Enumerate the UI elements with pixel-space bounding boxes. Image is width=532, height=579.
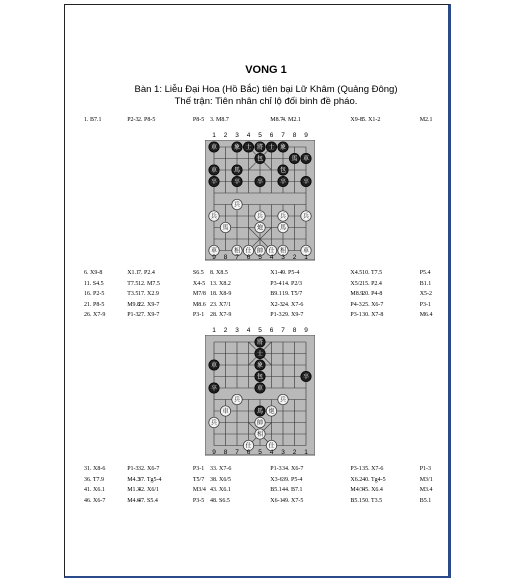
red-piece <box>255 222 265 232</box>
move-red: 11. S4.5 <box>84 280 104 287</box>
file-number: 4 <box>246 327 251 334</box>
black-piece <box>289 153 299 163</box>
move-row <box>84 117 460 127</box>
file-number: 7 <box>235 254 239 261</box>
black-piece <box>255 337 265 347</box>
black-piece <box>209 142 219 152</box>
svg-text:帥: 帥 <box>256 419 264 427</box>
svg-text:兵: 兵 <box>233 396 241 404</box>
black-piece <box>255 383 265 393</box>
svg-text:車: 車 <box>256 385 264 393</box>
black-piece <box>232 165 242 175</box>
move-red: 28. X7-9 <box>210 312 232 318</box>
svg-text:車: 車 <box>210 362 218 370</box>
move-red: 9. P5-4 <box>282 270 300 276</box>
move-red: 1. B7.1 <box>84 117 102 123</box>
svg-text:象: 象 <box>256 362 264 370</box>
svg-text:卒: 卒 <box>210 385 218 393</box>
move-black: P3-4 <box>270 280 282 287</box>
file-number: 6 <box>269 132 274 139</box>
svg-text:仕: 仕 <box>268 442 275 450</box>
move-black: M9.8 <box>127 301 141 308</box>
board-1-svg <box>205 140 315 270</box>
move-black: B5.1 <box>419 497 432 504</box>
red-piece <box>232 394 242 404</box>
move-red: 27. X9-7 <box>138 312 160 318</box>
move-black: T3.5 <box>127 291 139 297</box>
black-piece <box>255 406 265 416</box>
svg-text:車: 車 <box>222 408 229 416</box>
move-black: P1-3 <box>270 466 282 472</box>
black-piece <box>301 371 311 381</box>
move-black: T7.5 <box>127 280 139 287</box>
move-black: B5.1 <box>270 487 282 493</box>
move-black: X4-5 <box>192 280 206 287</box>
file-number: 5 <box>258 132 262 139</box>
black-piece <box>209 383 219 393</box>
move-red: 40. Tg4-5 <box>362 476 386 483</box>
move-row <box>84 477 460 487</box>
move-black: P1-3 <box>270 312 282 318</box>
file-number: 9 <box>304 327 308 334</box>
move-black: M2.1 <box>419 117 433 123</box>
move-black: P3-1 <box>419 301 432 308</box>
svg-text:車: 車 <box>302 155 310 163</box>
move-red: 2. P8-5 <box>138 117 156 123</box>
black-piece <box>255 360 265 370</box>
move-red: 26. X7-9 <box>84 312 106 318</box>
file-number: 2 <box>292 254 297 261</box>
move-black: S6.5 <box>192 270 204 276</box>
svg-text:士: 士 <box>268 144 275 152</box>
red-piece <box>266 406 276 416</box>
black-piece <box>255 176 265 186</box>
move-black: P1-3 <box>127 312 139 318</box>
move-black: M3.4 <box>419 487 433 493</box>
move-black: X6.2 <box>350 476 363 483</box>
move-red: 3. M8.7 <box>210 117 229 123</box>
move-black: P1-3 <box>419 466 432 472</box>
black-piece <box>209 360 219 370</box>
red-piece <box>278 222 288 232</box>
move-red: 35. X7-6 <box>362 466 384 472</box>
svg-text:卒: 卒 <box>279 178 287 186</box>
black-piece <box>255 348 265 358</box>
svg-text:車: 車 <box>210 247 218 255</box>
svg-text:仕: 仕 <box>245 442 252 450</box>
move-red: 49. X7-5 <box>282 497 304 504</box>
move-red: 31. X8-6 <box>84 466 106 472</box>
move-red: 15. P2.4 <box>362 280 382 287</box>
move-red: 18. X8-9 <box>210 291 232 297</box>
move-red: 5. X1-2 <box>362 117 381 123</box>
file-number: 1 <box>304 254 308 261</box>
file-number: 9 <box>212 449 216 456</box>
svg-text:包: 包 <box>279 167 287 175</box>
opening-name: Thế trận: Tiên nhân chỉ lộ đối binh đề pháo. <box>174 96 358 107</box>
move-row <box>84 270 460 280</box>
move-red: 6. X9-8 <box>84 270 103 276</box>
svg-text:士: 士 <box>245 144 252 152</box>
svg-text:相: 相 <box>233 247 241 255</box>
file-number: 2 <box>223 132 228 139</box>
move-red: 4. M2.1 <box>282 117 301 123</box>
move-black: M6.4 <box>419 312 433 318</box>
svg-text:車: 車 <box>210 144 218 152</box>
move-red: 41. X6.1 <box>84 487 105 493</box>
file-number: 8 <box>292 132 297 139</box>
move-black: M4.3 <box>127 476 141 483</box>
svg-text:兵: 兵 <box>233 201 241 209</box>
svg-text:車: 車 <box>210 167 218 175</box>
file-number: 7 <box>235 449 239 456</box>
svg-text:馬: 馬 <box>279 224 287 232</box>
move-black: X9-8 <box>350 117 363 123</box>
move-red: 7. P2.4 <box>138 270 155 276</box>
move-row <box>84 291 460 301</box>
move-black: X1-4 <box>270 270 283 276</box>
svg-text:卒: 卒 <box>210 178 218 186</box>
file-number: 8 <box>223 254 228 261</box>
move-red: 16. P2-5 <box>84 291 105 297</box>
move-black: P4-3 <box>350 301 362 308</box>
move-red: 38. X6/5 <box>210 476 231 483</box>
black-piece <box>301 176 311 186</box>
svg-text:兵: 兵 <box>279 396 287 404</box>
svg-text:兵: 兵 <box>210 419 218 427</box>
move-red: 34. X6-7 <box>282 466 304 472</box>
move-red: 8. X8.5 <box>210 270 228 276</box>
svg-text:馬: 馬 <box>222 224 229 232</box>
move-red: 24. X7-6 <box>282 301 304 308</box>
move-black: M8.7 <box>270 117 284 123</box>
black-piece <box>243 142 253 152</box>
red-piece <box>209 417 219 427</box>
black-piece <box>266 142 276 152</box>
svg-text:兵: 兵 <box>302 213 310 221</box>
file-number: 1 <box>304 449 308 456</box>
svg-text:將: 將 <box>256 339 264 347</box>
move-black: M4.6 <box>127 497 141 504</box>
file-number: 6 <box>246 254 251 261</box>
svg-text:馬: 馬 <box>233 167 241 175</box>
move-red: 45. X6.4 <box>362 487 383 493</box>
svg-text:包: 包 <box>256 155 264 163</box>
board-2-svg <box>205 335 315 465</box>
black-piece <box>278 176 288 186</box>
file-number: 1 <box>212 132 216 139</box>
move-black: P2-3 <box>127 117 139 123</box>
svg-text:仕: 仕 <box>245 247 252 255</box>
svg-text:兵: 兵 <box>279 213 287 221</box>
move-black: P3-1 <box>350 466 362 472</box>
move-row <box>84 487 460 497</box>
move-black: B9.1 <box>270 291 282 297</box>
file-number: 7 <box>281 327 285 334</box>
move-red: 46. X6-7 <box>84 497 106 504</box>
move-black: B1.1 <box>419 280 432 287</box>
red-piece <box>255 211 265 221</box>
move-black: B5.1 <box>350 497 362 504</box>
move-black: T5/7 <box>192 476 205 483</box>
move-black: M4/3 <box>350 487 364 493</box>
move-black: M3/1 <box>419 476 433 483</box>
file-number: 3 <box>235 327 239 334</box>
move-black: M8.9 <box>350 291 364 297</box>
svg-text:帥: 帥 <box>256 247 264 255</box>
svg-text:兵: 兵 <box>256 213 264 221</box>
red-piece <box>255 429 265 439</box>
move-red: 42. X6/1 <box>138 487 159 493</box>
move-red: 13. X8.2 <box>210 280 231 287</box>
file-number: 9 <box>212 254 216 261</box>
file-number: 3 <box>281 449 285 456</box>
red-piece <box>232 199 242 209</box>
svg-text:馬: 馬 <box>291 155 298 163</box>
move-row <box>84 498 460 508</box>
move-black: M1.3 <box>127 487 141 493</box>
move-row <box>84 281 460 291</box>
move-red: 32. X6-7 <box>138 466 160 472</box>
file-number: 6 <box>269 327 274 334</box>
move-black: P3-5 <box>192 497 205 504</box>
move-black: M8.6 <box>192 301 206 308</box>
move-black: P1-3 <box>127 466 139 472</box>
red-piece <box>255 417 265 427</box>
move-red: 36. T7.9 <box>84 476 105 483</box>
svg-text:相: 相 <box>256 431 264 439</box>
file-number: 3 <box>235 132 239 139</box>
red-piece <box>220 406 230 416</box>
move-black: X2-3 <box>270 301 283 308</box>
black-piece <box>209 176 219 186</box>
black-piece <box>278 142 288 152</box>
move-row <box>84 312 460 322</box>
move-black: X5-2 <box>419 291 433 297</box>
black-piece <box>255 142 265 152</box>
svg-text:卒: 卒 <box>302 373 310 381</box>
file-number: 9 <box>304 132 308 139</box>
file-number: 5 <box>258 327 262 334</box>
svg-text:兵: 兵 <box>210 213 218 221</box>
file-number: 8 <box>292 327 297 334</box>
svg-text:馬: 馬 <box>256 408 264 416</box>
move-red: 43. X6.1 <box>210 487 231 493</box>
black-piece <box>232 176 242 186</box>
move-red: 20. P4-8 <box>362 291 383 297</box>
svg-text:相: 相 <box>279 247 287 255</box>
black-piece <box>255 153 265 163</box>
svg-text:炮: 炮 <box>268 408 275 416</box>
move-red: 19. T5/7 <box>282 291 303 297</box>
red-piece <box>220 222 230 232</box>
svg-text:包: 包 <box>256 373 264 381</box>
move-row <box>84 302 460 312</box>
move-red: 44. B7.1 <box>282 487 303 493</box>
red-piece <box>278 394 288 404</box>
svg-text:仕: 仕 <box>268 247 275 255</box>
move-black: X3-6 <box>270 476 283 483</box>
move-black: X4.5 <box>350 270 363 276</box>
move-red: 23. X7/1 <box>210 301 231 308</box>
black-piece <box>278 165 288 175</box>
move-red: 22. X9-7 <box>138 301 160 308</box>
red-piece <box>278 211 288 221</box>
move-black: P5.4 <box>419 270 431 276</box>
file-number: 5 <box>258 449 262 456</box>
document-title: VONG 1 <box>245 64 287 76</box>
move-black: X5/2 <box>350 280 363 287</box>
svg-text:卒: 卒 <box>302 178 310 186</box>
move-red: 37. Tg5-4 <box>138 476 162 483</box>
black-piece <box>301 153 311 163</box>
svg-text:卒: 卒 <box>256 178 264 186</box>
svg-text:象: 象 <box>279 144 287 152</box>
file-number: 1 <box>212 327 216 334</box>
svg-text:車: 車 <box>302 247 310 255</box>
move-black: M3/4 <box>192 487 206 493</box>
move-red: 48. S6.5 <box>210 497 230 504</box>
file-number: 3 <box>281 254 285 261</box>
move-black: X6-1 <box>270 497 283 504</box>
move-red: 50. T3.5 <box>362 497 383 504</box>
file-number: 6 <box>246 449 251 456</box>
move-red: 39. P5-4 <box>282 476 303 483</box>
svg-text:卒: 卒 <box>233 178 241 186</box>
black-piece <box>209 165 219 175</box>
move-black: P3-1 <box>350 312 362 318</box>
move-red: 30. X7-8 <box>362 312 384 318</box>
move-red: 12. M7.5 <box>138 280 160 287</box>
svg-text:士: 士 <box>256 350 264 358</box>
move-red: 33. X7-6 <box>210 466 232 472</box>
move-black: P3-1 <box>192 312 205 318</box>
move-black: P3-1 <box>192 466 205 472</box>
file-number: 8 <box>223 449 228 456</box>
file-number: 4 <box>269 449 274 456</box>
move-black: P8-5 <box>192 117 205 123</box>
move-red: 21. P8-5 <box>84 301 105 308</box>
move-black: X1.1 <box>127 270 140 276</box>
file-number: 2 <box>292 449 297 456</box>
move-black: M7/8 <box>192 291 206 297</box>
move-red: 25. X6-7 <box>362 301 384 308</box>
black-piece <box>255 371 265 381</box>
file-number: 7 <box>281 132 285 139</box>
file-number: 4 <box>246 132 251 139</box>
red-piece <box>301 211 311 221</box>
svg-text:炮: 炮 <box>256 224 264 232</box>
red-piece <box>209 211 219 221</box>
file-number: 5 <box>258 254 262 261</box>
move-red: 10. T7.5 <box>362 270 383 276</box>
file-number: 4 <box>269 254 274 261</box>
game-header: Bàn 1: Liễu Đại Hoa (Hồ Bắc) tiên bại Lữ Khâm (Quảng Đông) <box>134 84 398 95</box>
svg-text:象: 象 <box>233 144 241 152</box>
move-red: 17. X2.9 <box>138 291 159 297</box>
svg-text:將: 將 <box>256 144 264 152</box>
file-number: 2 <box>223 327 228 334</box>
move-red: 29. X9-7 <box>282 312 304 318</box>
black-piece <box>232 142 242 152</box>
move-row <box>84 466 460 476</box>
move-red: 47. S5.4 <box>138 497 158 504</box>
move-red: 14. P2/3 <box>282 280 303 287</box>
